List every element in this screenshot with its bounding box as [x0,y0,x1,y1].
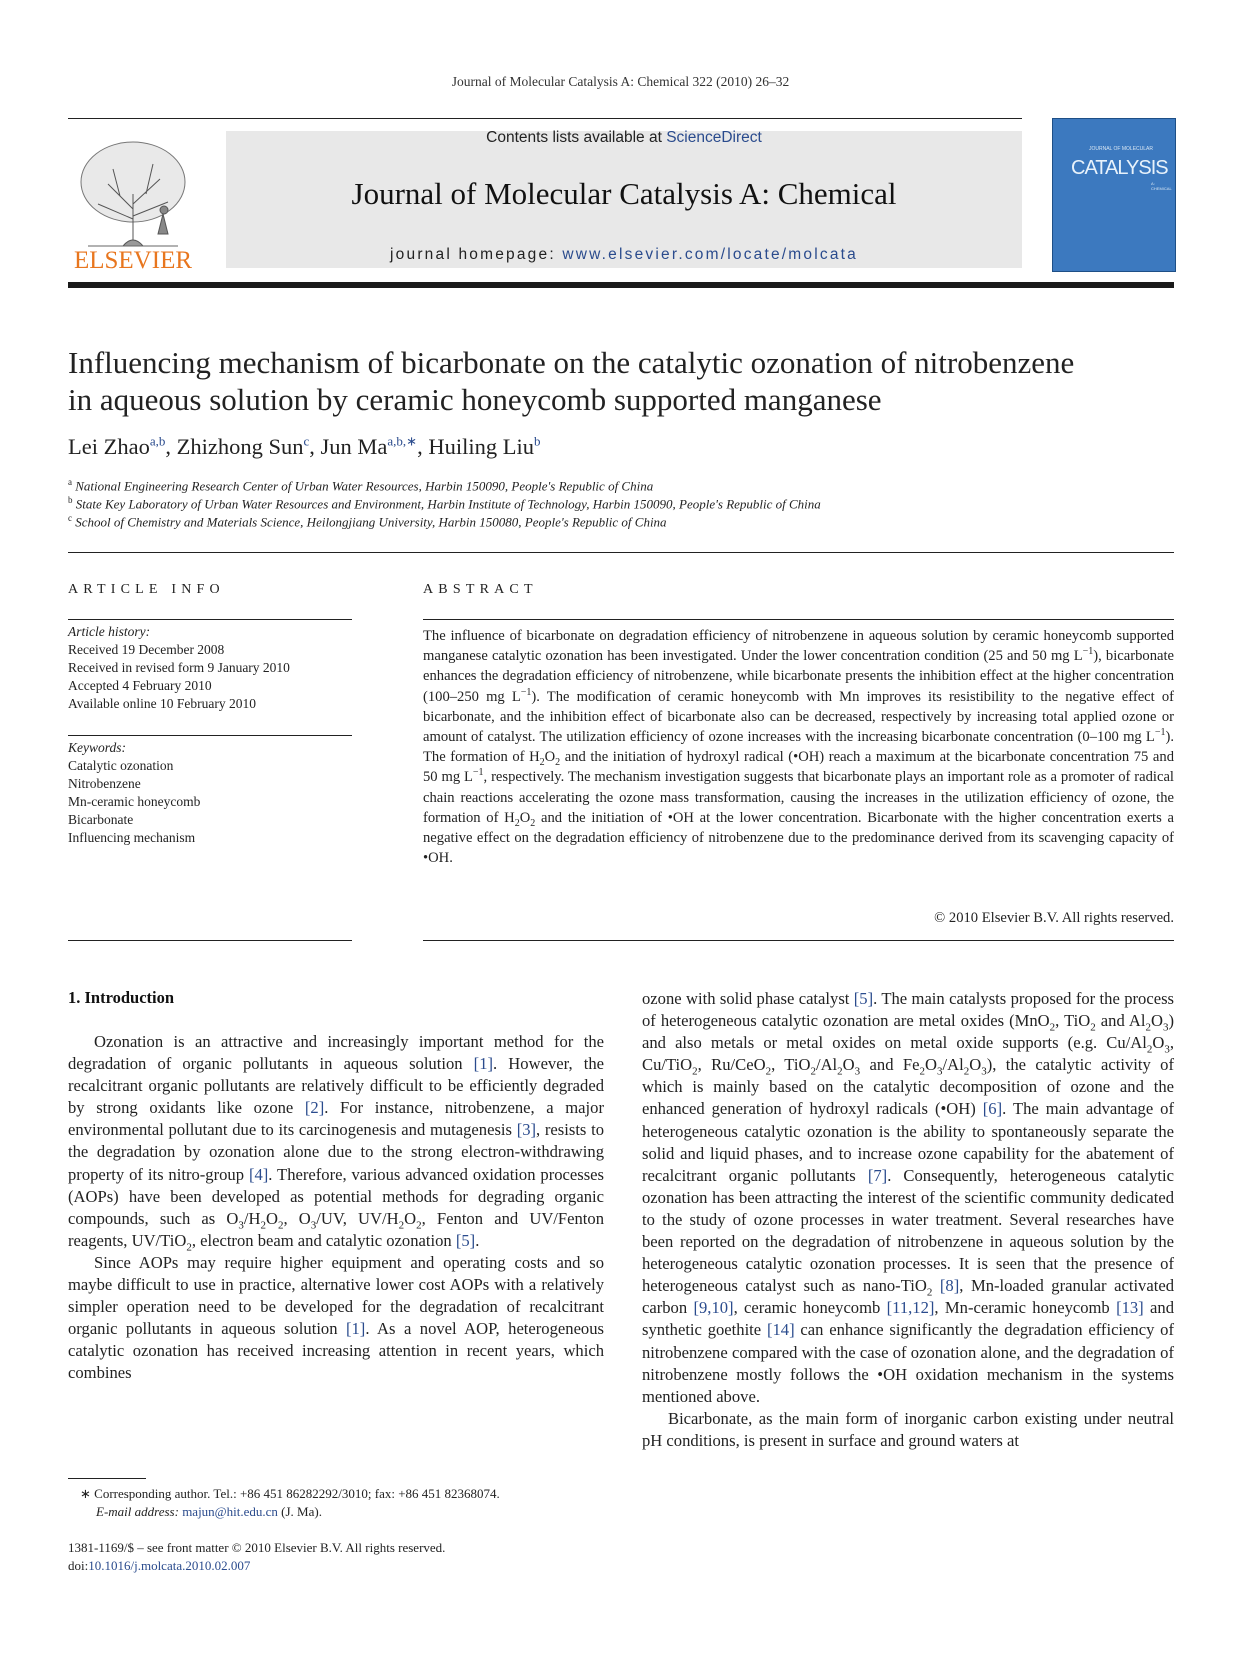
subscript: 2 [555,757,561,769]
subscript: 2 [539,757,545,769]
abstract-text: O [519,809,531,826]
title-line-2: in aqueous solution by ceramic honeycomb supported manganese [68,382,882,417]
citation-link[interactable]: [5] [853,989,874,1008]
body-text: O [266,1208,278,1228]
citation-link[interactable]: [13] [1116,1298,1144,1318]
history-item: Available online 10 February 2010 [68,696,256,711]
abstract-rule [423,619,1174,620]
abstract-heading: ABSTRACT [423,582,538,597]
body-text: , ceramic honeycomb [733,1298,887,1318]
history-item: Accepted 4 February 2010 [68,678,212,693]
homepage-line [226,246,1022,264]
abstract-body [423,626,1174,868]
article-info-rule [68,619,352,620]
body-text: , TiO [1055,1011,1091,1031]
email-note [96,1504,322,1520]
body-text: , Mn-loaded granular activated carbon [642,1276,1174,1318]
homepage-link[interactable]: www.elsevier.com/locate/molcata [562,246,858,263]
history-item: Received 19 December 2008 [68,642,225,657]
masthead-rule [68,282,1174,288]
subscript: 2 [1049,1021,1056,1034]
body-text: /UV, UV/H [316,1208,399,1228]
subscript: 2 [963,1065,970,1078]
subscript: 2 [1090,1021,1096,1034]
history-label: Article history: [68,624,151,639]
affiliation-text: National Engineering Research Center of Urban Water Resources, Harbin 150090, People's Republic of China [75,478,654,494]
header-rule [68,118,1022,119]
body-text: Ozonation is an attractive and increasingly important method for the degradation of organic pollutants in aqueous solution [68,1032,604,1074]
citation-link[interactable]: [2] [304,1098,325,1118]
abstract-text: ). The modification of ceramic honeycomb with Mn improves its resistibility to the negative effect of bicarbonate, and the inhibition effect of bicarbonate also can be decreased, respectively by increasing total applied ozone or amount of catalyst. The utilization efficiency of ozone increases with the increasing bicarbonate concentration (0–100 mg L [423,688,1174,746]
superscript: −1 [1082,646,1094,658]
citation-link[interactable]: [1] [345,1319,366,1339]
subscript: 3 [981,1065,987,1078]
abstract-copyright: © 2010 Elsevier B.V. All rights reserved. [934,910,1174,926]
subscript: 3 [1162,1021,1169,1034]
subscript: 2 [416,1219,422,1232]
abstract-text: and the initiation of •OH at the lower concentration. Bicarbonate with the higher concentration exerts a negative effect on the degradation efficiency of nitrobenzene due to the predominance derived from its scavenging capacity of •OH. [423,809,1174,867]
citation-link[interactable]: [5] [455,1230,476,1250]
cover-subtitle: JOURNAL OF MOLECULAR [1089,146,1153,152]
body-text: can enhance significantly the degradation efficiency of nitrobenzene compared with the case of ozonation alone, and the degradation of nitrobenzene mostly follows the •OH oxidation mechanism in the systems mentioned above. [642,1320,1174,1406]
body-text: ozone with solid phase catalyst [642,989,854,1008]
author-separator: , [165,434,177,459]
title-line-1: Influencing mechanism of bicarbonate on the catalytic ozonation of nitrobenzene [68,345,1075,380]
doi-label: doi: [68,1558,89,1573]
citation-link[interactable]: [4] [248,1164,269,1184]
abstract-text: O [544,749,556,766]
author-separator: , [309,434,321,459]
paragraph [68,1031,604,1252]
email-suffix: (J. Ma). [277,1504,322,1519]
author-name[interactable]: Zhizhong Sun [176,434,304,459]
subscript: 2 [926,1286,933,1299]
body-text: O [404,1208,417,1228]
author-affil-mark[interactable]: c [303,433,310,449]
keyword: Nitrobenzene [68,776,141,791]
citation-link[interactable]: [7] [867,1165,888,1185]
body-text: and Al [1095,1011,1146,1031]
body-text: , Mn-ceramic honeycomb [934,1298,1117,1318]
subscript: 2 [514,817,520,829]
body-text: and synthetic goethite [642,1298,1175,1340]
body-text: , Ru/CeO [697,1055,766,1075]
elsevier-tree-icon [68,134,198,274]
article-info-rule [68,735,352,736]
body-text: O [842,1055,855,1075]
body-text: /Al [815,1055,838,1075]
author-name[interactable]: Jun Ma [320,434,388,459]
body-text: . However, the recalcitrant organic pollutants are relatively difficult to be efficiently degraded by strong oxidants like ozone [68,1054,604,1118]
article-info-heading: ARTICLE INFO [68,582,225,597]
paragraph [642,1408,1174,1452]
left-column [68,1031,604,1385]
subscript: 2 [692,1065,698,1078]
cover-title: CATALYSIS [1071,157,1168,179]
superscript: −1 [1154,727,1166,739]
citation-link[interactable]: [11,12] [886,1298,935,1318]
subscript: 3 [310,1219,317,1232]
affiliation-mark: a [68,477,72,487]
doi-link[interactable]: 10.1016/j.molcata.2010.02.007 [88,1558,251,1573]
keyword: Bicarbonate [68,812,134,827]
journal-name: Journal of Molecular Catalysis A: Chemical [351,176,897,211]
author-affil-mark[interactable]: b [533,433,541,449]
body-text: O [1152,1033,1165,1053]
subscript: 3 [936,1065,943,1078]
keywords-label: Keywords: [68,740,126,755]
citation-link[interactable]: [3] [516,1120,537,1140]
superscript: −1 [472,767,484,779]
affiliation-text: State Key Laboratory of Urban Water Resources and Environment, Harbin Institute of Technology, Harbin 150090, People's Republic of China [75,496,821,512]
citation-link[interactable]: [14] [766,1320,795,1340]
body-text: , O [283,1208,311,1228]
body-text: . As a novel AOP, heterogeneous catalytic ozonation has received increasing attention in recent years, which combines [68,1319,604,1383]
body-text: . Therefore, various advanced oxidation processes (AOPs) have been developed as potential methods for degrading organic compounds, such as O [68,1164,604,1228]
subscript: 2 [919,1065,925,1078]
body-text: . The main advantage of heterogeneous catalytic ozonation is the ability to spontaneously separate the solid and liquid phases, and to increase ozone capability for the abatement of recalcitrant organic pollutants [642,1099,1174,1185]
email-label: E-mail address: [96,1504,183,1519]
corresponding-author-note: ∗ Corresponding author. Tel.: +86 451 86282292/3010; fax: +86 451 82368074. [80,1486,500,1501]
body-text: . The main catalysts proposed for the process of heterogeneous catalytic ozonation are metal oxides (MnO [642,989,1174,1031]
subscript: 2 [1145,1021,1151,1034]
doi-line [68,1558,250,1574]
body-text: , Fenton and UV/Fenton reagents, UV/TiO [68,1208,605,1250]
issn-line: 1381-1169/$ – see front matter © 2010 Elsevier B.V. All rights reserved. [68,1540,446,1555]
abstract-rule [423,940,1174,941]
body-text: Since AOPs may require higher equipment and operating costs and so maybe difficult to use in practice, alternative lower cost AOPs with a relatively simpler operation need to be developed for the degradation of recalcitrant organic pollutants in aqueous solution [68,1252,604,1339]
author-affil-mark[interactable]: a,b,∗ [387,433,418,449]
subscript: 2 [810,1065,816,1078]
body-text: O [969,1055,982,1075]
history-item: Received in revised form 9 January 2010 [68,660,290,675]
subscript: 3 [1164,1043,1170,1056]
subscript: 2 [1146,1043,1153,1056]
author-separator: , [417,434,429,459]
email-link[interactable]: majun@hit.edu.cn [182,1504,278,1519]
abstract-text: ), bicarbonate enhances the degradation efficiency of nitrobenzene, while bicarbonate presents the inhibition effect at the higher concentration (100–250 mg L [423,648,1174,705]
abstract-text: , respectively. The mechanism investigation suggests that bicarbonate plays an important role as a promoter of radical chain reactions accelerating the ozone mass transformation, causing the increases in the utilization efficiency of ozone, the formation of H [423,769,1174,826]
affiliation-rule [68,552,1174,553]
right-column [642,988,1174,1452]
keyword: Influencing mechanism [68,830,196,845]
affiliation-text: School of Chemistry and Materials Science, Heilongjiang University, Harbin 150080, People's Republic of China [75,514,667,530]
subscript: 2 [837,1065,843,1078]
subscript: 2 [260,1219,266,1232]
body-text: Bicarbonate, as the main form of inorganic carbon existing under neutral pH conditions, is present in surface and ground waters at [642,1408,1174,1450]
citation-link[interactable]: [8] [939,1276,960,1296]
elsevier-logo[interactable] [68,134,198,274]
body-text: . [475,1230,480,1250]
subscript: 2 [398,1219,405,1232]
abstract-text: The influence of bicarbonate on degradation efficiency of nitrobenzene in aqueous solution by ceramic honeycomb supported manganese catalytic ozonation has been investigated. Under the lower concentration condition (25 and 50 mg L [423,628,1174,665]
superscript: −1 [520,686,532,698]
keyword: Catalytic ozonation [68,758,174,773]
citation-link[interactable]: [1] [473,1054,494,1074]
journal-cover[interactable] [1052,118,1176,272]
affiliation-b [68,495,821,512]
article-info-rule [68,940,352,941]
subscript: 2 [765,1065,772,1078]
affiliation-mark: b [68,495,73,505]
contents-prefix: Contents lists available at [486,129,667,146]
contents-line [226,129,1022,147]
running-head: Journal of Molecular Catalysis A: Chemical 322 (2010) 26–32 [451,74,790,89]
subscript: 2 [186,1241,192,1254]
footnote-rule [68,1478,146,1479]
body-text: , Cu/TiO [642,1033,1174,1075]
body-text: . For instance, nitrobenzene, a major environmental pollutant due to its carcinogenesis and mutagenesis [68,1098,604,1140]
body-text: and Fe [860,1055,920,1075]
subscript: 3 [854,1065,861,1078]
author-affil-mark[interactable]: a,b [149,433,166,449]
affiliation-c [68,513,667,530]
keyword: Mn-ceramic honeycomb [68,794,201,809]
body-text: /Al [942,1055,964,1075]
author-name[interactable]: Lei Zhao [68,434,150,459]
abstract-text: ). The formation of H [423,729,1174,766]
subscript: 3 [238,1219,244,1232]
sciencedirect-link[interactable]: ScienceDirect [666,129,762,146]
body-text: O [1150,1011,1163,1031]
citation-link[interactable]: [6] [982,1099,1003,1119]
body-text: ) and also metals or metal oxides on metal oxide supports (e.g. Cu/Al [642,1011,1174,1053]
paragraph [642,988,1174,1408]
body-text: ), the catalytic activity of which is mainly based on the catalytic decomposition of ozone and the enhanced generation of hydroxyl radicals (•OH) [642,1055,1174,1119]
cover-subtitle-2: A: CHEMICAL [1151,181,1172,191]
body-text: , TiO [771,1055,811,1075]
author-list [68,434,540,460]
paragraph [68,1252,604,1385]
elsevier-wordmark: ELSEVIER [73,247,193,274]
section-heading: 1. Introduction [68,988,175,1007]
subscript: 2 [530,817,536,829]
body-text: , electron beam and catalytic ozonation [191,1230,456,1250]
body-text: O [925,1055,937,1075]
subscript: 2 [277,1219,284,1232]
citation-link[interactable]: [9,10] [693,1298,734,1318]
homepage-prefix: journal homepage: [390,246,563,263]
body-text: . Consequently, heterogeneous catalytic ozonation has been attracting the interest of the scientific community dedicated to the study of ozone processes in water treatment. Several researches have been reported on the degradation of nitrobenzene in aqueous solution by the heterogeneous catalytic ozonation processes. It is seen that the presence of heterogeneous catalyst such as nano-TiO [642,1165,1174,1296]
abstract-text: and the initiation of hydroxyl radical (•OH) reach a maximum at the bicarbonate concentration 75 and 50 mg L [423,749,1174,786]
body-text: , resists to the degradation by ozonation alone due to the strong electron-withdrawing property of its nitro-group [68,1120,604,1184]
affiliation-a [68,477,653,494]
body-text: /H [243,1208,261,1228]
author-name[interactable]: Huiling Liu [428,434,534,459]
article-title [68,344,1178,418]
affiliation-mark: c [68,513,72,523]
